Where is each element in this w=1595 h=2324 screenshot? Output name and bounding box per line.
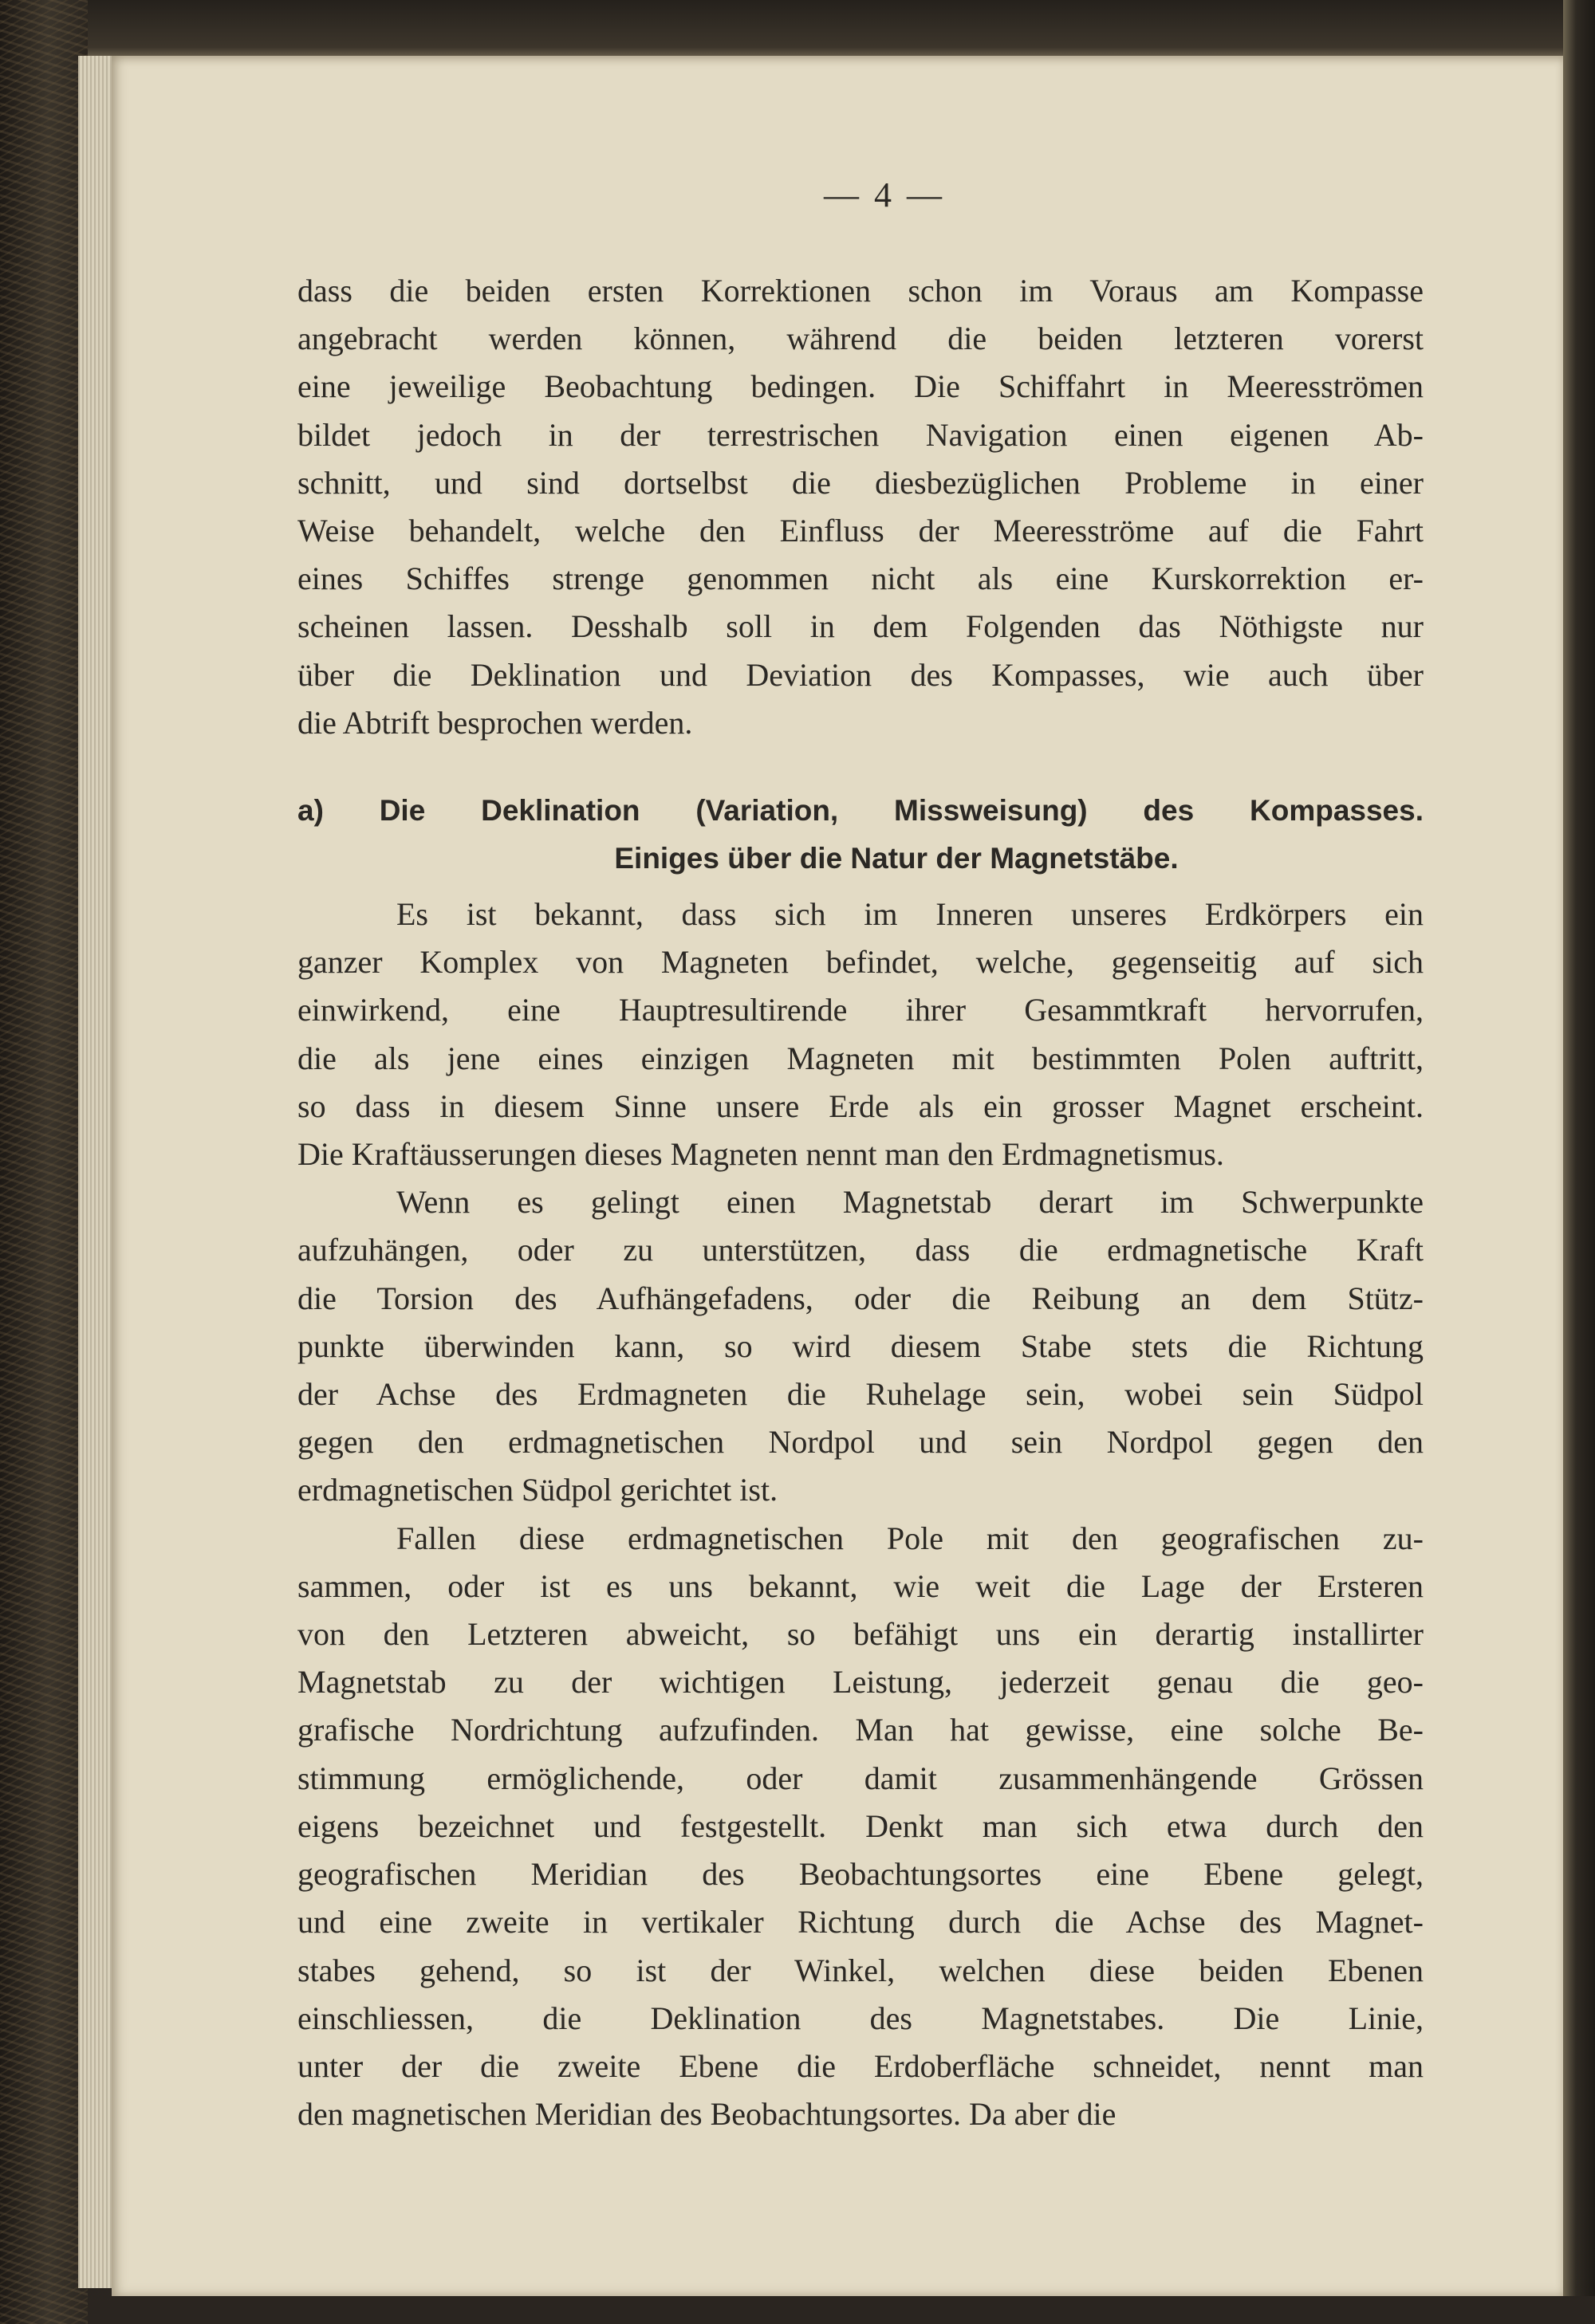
text-line: geografischen Meridian des Beobachtungsortes eine Ebene gelegt, [297, 1856, 1424, 1893]
text-line: und eine zweite in vertikaler Richtung durch die Achse des Magnet- [297, 1904, 1424, 1941]
book-cover-top [88, 0, 1595, 59]
book-cover-bottom [88, 2296, 1595, 2324]
text-line: über die Deklination und Deviation des Kompasses, wie auch über [297, 656, 1424, 693]
text-line: erdmagnetischen Südpol gerichtet ist. [297, 1472, 778, 1508]
text-line: aufzuhängen, oder zu unterstützen, dass die erdmagnetische Kraft [297, 1232, 1424, 1268]
text-line: einschliessen, die Deklination des Magnetstabes. Die Linie, [297, 2000, 1424, 2036]
text-line: Wenn es gelingt einen Magnetstab derart im Schwerpunkte [396, 1184, 1424, 1221]
text-line: Weise behandelt, welche den Einfluss der Meeresströme auf die Fahrt [297, 513, 1424, 549]
text-line: dass die beiden ersten Korrektionen schon im Voraus am Kompasse [297, 273, 1424, 309]
text-line: Es ist bekannt, dass sich im Inneren unseres Erdkörpers ein [396, 896, 1424, 933]
text-line: sammen, oder ist es uns bekannt, wie weit die Lage der Ersteren [297, 1567, 1424, 1604]
section-heading-line-2: Einiges über die Natur der Magnetstäbe. [614, 842, 1179, 875]
text-line: Die Kraftäusserungen dieses Magneten nennt man den Erdmagnetismus. [297, 1136, 1224, 1173]
text-line: schnitt, und sind dortselbst die diesbezüglichen Probleme in einer [297, 464, 1424, 501]
page-number: — 4 — [824, 175, 945, 214]
text-line: unter der die zweite Ebene die Erdoberfläche schneidet, nennt man [297, 2047, 1424, 2084]
text-line: gegen den erdmagnetischen Nordpol und sein Nordpol gegen den [297, 1424, 1424, 1461]
text-line: eigens bezeichnet und festgestellt. Denkt man sich etwa durch den [297, 1807, 1424, 1844]
text-line: Fallen diese erdmagnetischen Pole mit den geografischen zu- [396, 1520, 1424, 1556]
text-line: Magnetstab zu der wichtigen Leistung, jederzeit genau die geo- [297, 1664, 1424, 1701]
text-line: eine jeweilige Beobachtung bedingen. Die Schiffahrt in Meeresströmen [297, 368, 1424, 405]
text-line: von den Letzteren abweicht, so befähigt uns ein derartig installirter [297, 1616, 1424, 1653]
text-line: der Achse des Erdmagneten die Ruhelage sein, wobei sein Südpol [297, 1376, 1424, 1413]
text-line: so dass in diesem Sinne unsere Erde als ein grosser Magnet erscheint. [297, 1087, 1424, 1124]
text-line: die als jene eines einzigen Magneten mit bestimmten Polen auftritt, [297, 1040, 1424, 1076]
section-heading-line-1: a) Die Deklination (Variation, Missweisung) des Kompasses. [297, 794, 1424, 828]
paragraph-declination [297, 1515, 1424, 2139]
text-line: grafische Nordrichtung aufzufinden. Man hat gewisse, eine solche Be- [297, 1712, 1424, 1748]
book-cover-right [1563, 0, 1595, 2324]
text-line: stimmung ermöglichende, oder damit zusammenhängende Grössen [297, 1760, 1424, 1796]
book-binding [0, 0, 88, 2324]
page-text [297, 171, 1424, 2138]
section-heading [297, 787, 1424, 883]
paragraph-intro [297, 267, 1424, 747]
text-line: scheinen lassen. Desshalb soll in dem Folgenden das Nöthigste nur [297, 608, 1424, 645]
text-line: die Abtrift besprochen werden. [297, 704, 693, 741]
text-line: punkte überwinden kann, so wird diesem Stabe stets die Richtung [297, 1327, 1424, 1364]
paragraph-magnet-suspension [297, 1178, 1424, 1514]
text-line: den magnetischen Meridian des Beobachtungsortes. Da aber die [297, 2096, 1116, 2133]
text-line: angebracht werden können, während die beiden letzteren vorerst [297, 320, 1424, 357]
text-line: die Torsion des Aufhängefadens, oder die Reibung an dem Stütz- [297, 1280, 1424, 1316]
text-line: eines Schiffes strenge genommen nicht als eine Kurskorrektion er- [297, 560, 1424, 597]
text-line: ganzer Komplex von Magneten befindet, welche, gegenseitig auf sich [297, 944, 1424, 981]
text-line: einwirkend, eine Hauptresultirende ihrer Gesammtkraft hervorrufen, [297, 992, 1424, 1028]
text-line: stabes gehend, so ist der Winkel, welchen diese beiden Ebenen [297, 1952, 1424, 1988]
text-line: bildet jedoch in der terrestrischen Navigation einen eigenen Ab- [297, 416, 1424, 453]
paragraph-earth-magnet [297, 891, 1424, 1178]
